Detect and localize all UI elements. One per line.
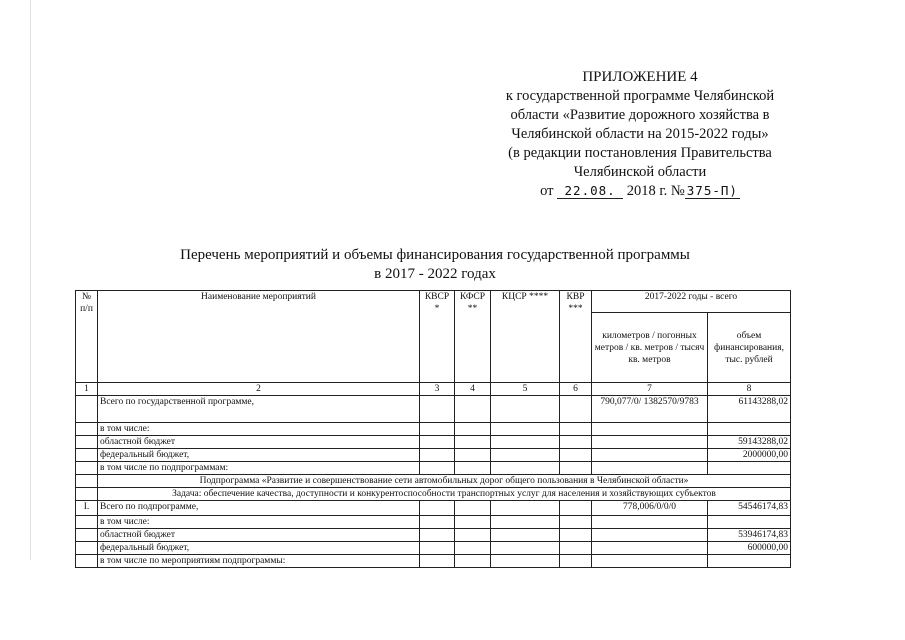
header-num: № п/п (76, 291, 98, 383)
row-name: в том числе по подпрограммам: (98, 462, 420, 475)
header-kcsr: КЦСР **** (491, 291, 560, 383)
header-row (76, 291, 791, 313)
row-num: I. (76, 501, 98, 516)
col-number: 4 (455, 383, 491, 396)
row-name: федеральный бюджет, (98, 449, 420, 462)
approval-line (470, 182, 810, 201)
from-label: от (540, 183, 554, 199)
row-km: 790,077/0/ 1382570/9783 (592, 396, 708, 423)
appendix-line: Челябинской области (573, 164, 707, 180)
financing-table (75, 290, 791, 568)
subprogram-row (76, 475, 791, 488)
appendix-line: Челябинской области на 2015-2022 годы» (511, 126, 769, 142)
row-name: областной бюджет (98, 436, 420, 449)
table-row (76, 396, 791, 423)
header-finance: объем финансирования, тыс. рублей (708, 313, 791, 383)
title-line-1: Перечень мероприятий и объемы финансирования государственной программы (180, 247, 690, 263)
task-title: Задача: обеспечение качества, доступности и конкурентоспособности транспортных услуг для населения и хозяйствующих субъектов (98, 488, 791, 501)
table-row (76, 501, 791, 516)
appendix-block (470, 68, 810, 201)
header-kfsr: КФСР ** (455, 291, 491, 383)
row-name: Всего по подпрограмме, (98, 501, 420, 516)
subprogram-title: Подпрограмма «Развитие и совершенствование сети автомобильных дорог общего пользования в Челябинской области» (98, 475, 791, 488)
col-number: 7 (592, 383, 708, 396)
col-number: 2 (98, 383, 420, 396)
row-name: в том числе: (98, 516, 420, 529)
table-row (76, 423, 791, 436)
header-km: километров / погонных метров / кв. метров / тысяч кв. метров (592, 313, 708, 383)
table-row (76, 529, 791, 542)
approval-year: 2018 г. № (626, 183, 685, 199)
col-number: 5 (491, 383, 560, 396)
row-finance: 54546174,83 (708, 501, 791, 516)
header-kvr: КВР *** (560, 291, 592, 383)
row-name: в том числе по мероприятиям подпрограммы: (98, 555, 420, 568)
approval-number: 375-П) (686, 183, 738, 198)
table-row (76, 555, 791, 568)
row-finance: 600000,00 (708, 542, 791, 555)
table-row (76, 542, 791, 555)
header-kvsr: КВСР * (420, 291, 455, 383)
row-name: в том числе: (98, 423, 420, 436)
row-finance: 61143288,02 (708, 396, 791, 423)
row-finance: 53946174,83 (708, 529, 791, 542)
row-km: 778,006/0/0/0 (592, 501, 708, 516)
row-finance: 2000000,00 (708, 449, 791, 462)
header-name: Наименование мероприятий (98, 291, 420, 383)
col-number: 8 (708, 383, 791, 396)
document-title (140, 246, 730, 284)
appendix-header: ПРИЛОЖЕНИЕ 4 (582, 69, 698, 85)
row-name: Всего по государственной программе, (98, 396, 420, 423)
table-row (76, 449, 791, 462)
approval-date: 22.08. (557, 183, 623, 199)
header-period: 2017-2022 годы - всего (592, 291, 791, 313)
column-numbers-row (76, 383, 791, 396)
appendix-line: области «Развитие дорожного хозяйства в (510, 107, 770, 123)
table-row (76, 462, 791, 475)
title-line-2: в 2017 - 2022 годах (374, 266, 496, 282)
table-row (76, 436, 791, 449)
appendix-line: (в редакции постановления Правительства (508, 145, 772, 161)
appendix-line: к государственной программе Челябинской (505, 88, 775, 104)
col-number: 3 (420, 383, 455, 396)
row-name: областной бюджет (98, 529, 420, 542)
col-number: 1 (76, 383, 98, 396)
page-edge-line (30, 0, 31, 560)
task-row (76, 488, 791, 501)
table-row (76, 516, 791, 529)
col-number: 6 (560, 383, 592, 396)
row-name: федеральный бюджет, (98, 542, 420, 555)
row-finance: 59143288,02 (708, 436, 791, 449)
